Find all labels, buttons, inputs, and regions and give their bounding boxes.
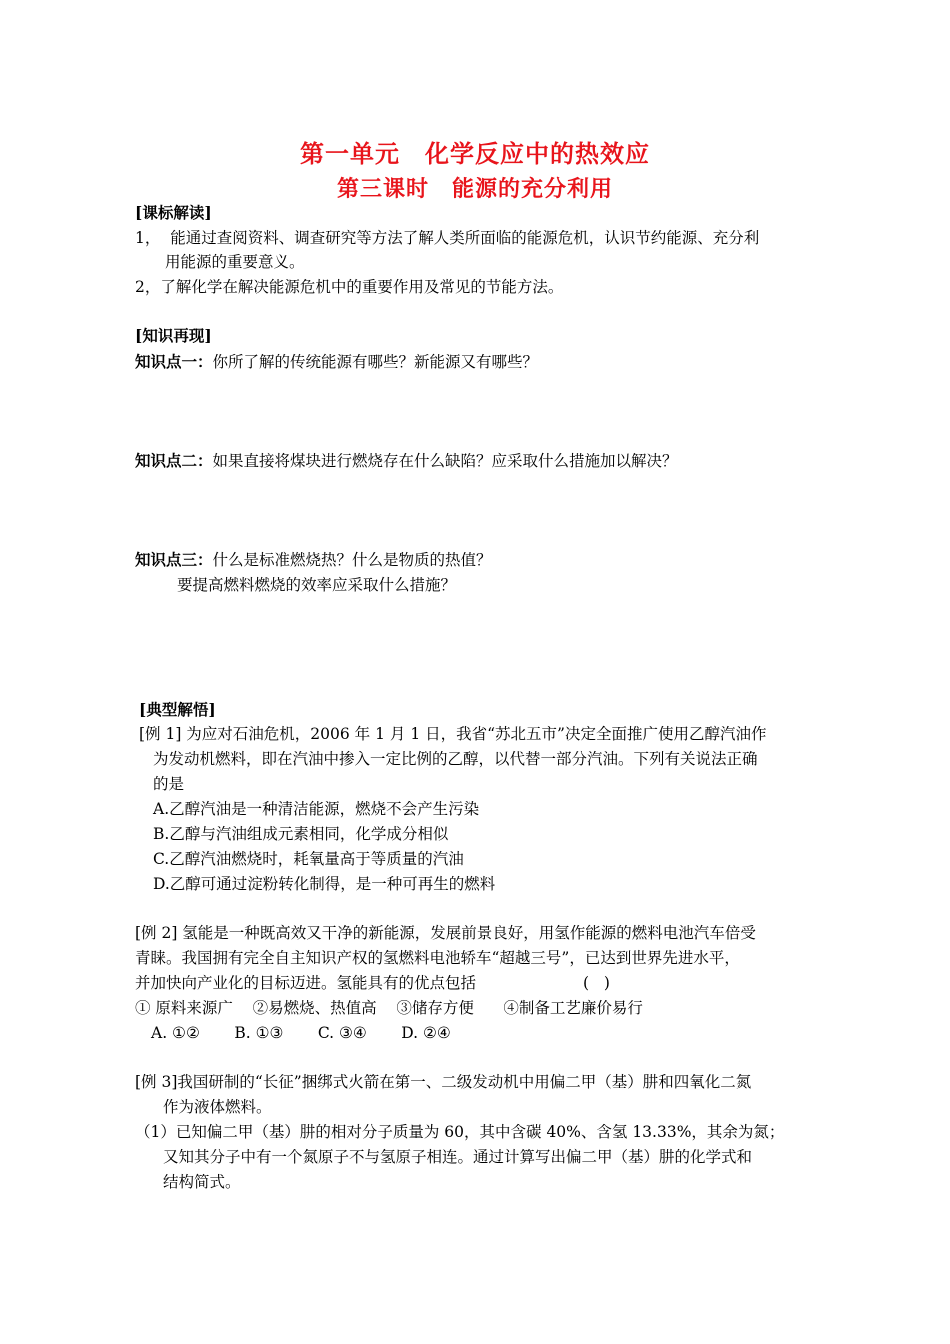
example-2-line-1: [例 2] 氢能是一种既高效又干净的新能源，发展前景良好，用氢作能源的燃料电池汽车倍受 xyxy=(135,924,756,942)
document-subtitle: 第三课时 能源的充分利用 xyxy=(336,177,613,202)
example-1-option-d: D.乙醇可通过淀粉转化制得，是一种可再生的燃料 xyxy=(153,875,496,893)
knowledge-point-3-label: 知识点三： xyxy=(135,550,213,569)
curriculum-item-1-line-2: 用能源的重要意义。 xyxy=(165,253,305,271)
example-3-question-1-line-3: 结构简式。 xyxy=(163,1173,241,1191)
document-title: 第一单元 化学反应中的热效应 xyxy=(300,140,650,168)
example-3-question-1-line-2: 又知其分子中有一个氮原子不与氢原子相连。通过计算写出偏二甲（基）肼的化学式和 xyxy=(163,1148,753,1166)
curriculum-item-2: 2，了解化学在解决能源危机中的重要作用及常见的节能方法。 xyxy=(135,278,564,296)
section-heading-examples: [典型解悟] xyxy=(139,700,216,719)
example-1-option-c: C.乙醇汽油燃烧时，耗氧量高于等质量的汽油 xyxy=(153,850,464,868)
example-2-line-3: 并加快向产业化的目标迈进。氢能具有的优点包括 xyxy=(135,974,477,992)
knowledge-point-1 xyxy=(135,352,538,372)
knowledge-point-3-text-2: 要提高燃料燃烧的效率应采取什么措施？ xyxy=(177,576,457,594)
example-2-statements: ① 原料来源广 ②易燃烧、热值高 ③储存方便 ④制备工艺廉价易行 xyxy=(135,999,643,1017)
knowledge-point-1-label: 知识点一： xyxy=(135,352,213,371)
section-heading-knowledge: [知识再现] xyxy=(135,326,212,345)
example-2-choices: A. ①② B. ①③ C. ③④ D. ②④ xyxy=(151,1024,451,1042)
example-1-line-3: 的是 xyxy=(153,775,185,793)
section-heading-curriculum: [课标解读] xyxy=(135,203,212,222)
knowledge-point-3 xyxy=(135,550,492,570)
knowledge-point-3-text: 什么是标准燃烧热？什么是物质的热值？ xyxy=(212,551,492,569)
example-1-line-1: [例 1] 为应对石油危机，2006 年 1 月 1 日，我省“苏北五市”决定全面推广使用乙醇汽油作 xyxy=(139,725,767,743)
example-3-question-1-line-1: （1）已知偏二甲（基）肼的相对分子质量为 60，其中含碳 40%、含氢 13.33%，其余为氮； xyxy=(135,1123,785,1141)
example-3-line-1: [例 3]我国研制的“长征”捆绑式火箭在第一、二级发动机中用偏二甲（基）肼和四氧化二氮 xyxy=(135,1073,752,1091)
knowledge-point-2-text: 如果直接将煤块进行燃烧存在什么缺陷？应采取什么措施加以解决？ xyxy=(212,452,678,470)
knowledge-point-1-text: 你所了解的传统能源有哪些？新能源又有哪些？ xyxy=(212,353,539,371)
knowledge-point-2-label: 知识点二： xyxy=(135,451,213,470)
example-2-line-2: 青睐。我国拥有完全自主知识产权的氢燃料电池轿车“超越三号”，已达到世界先进水平， xyxy=(135,949,740,967)
knowledge-point-2 xyxy=(135,451,678,471)
example-1-option-b: B.乙醇与汽油组成元素相同，化学成分相似 xyxy=(153,825,449,843)
example-2-answer-blank: ( ) xyxy=(583,974,610,992)
example-1-line-2: 为发动机燃料，即在汽油中掺入一定比例的乙醇，以代替一部分汽油。下列有关说法正确 xyxy=(153,750,758,768)
example-1-option-a: A.乙醇汽油是一种清洁能源，燃烧不会产生污染 xyxy=(153,800,480,818)
example-3-line-2: 作为液体燃料。 xyxy=(163,1098,272,1116)
curriculum-item-1-line-1: 1， 能通过查阅资料、调查研究等方法了解人类所面临的能源危机，认识节约能源、充分利 xyxy=(135,229,760,247)
